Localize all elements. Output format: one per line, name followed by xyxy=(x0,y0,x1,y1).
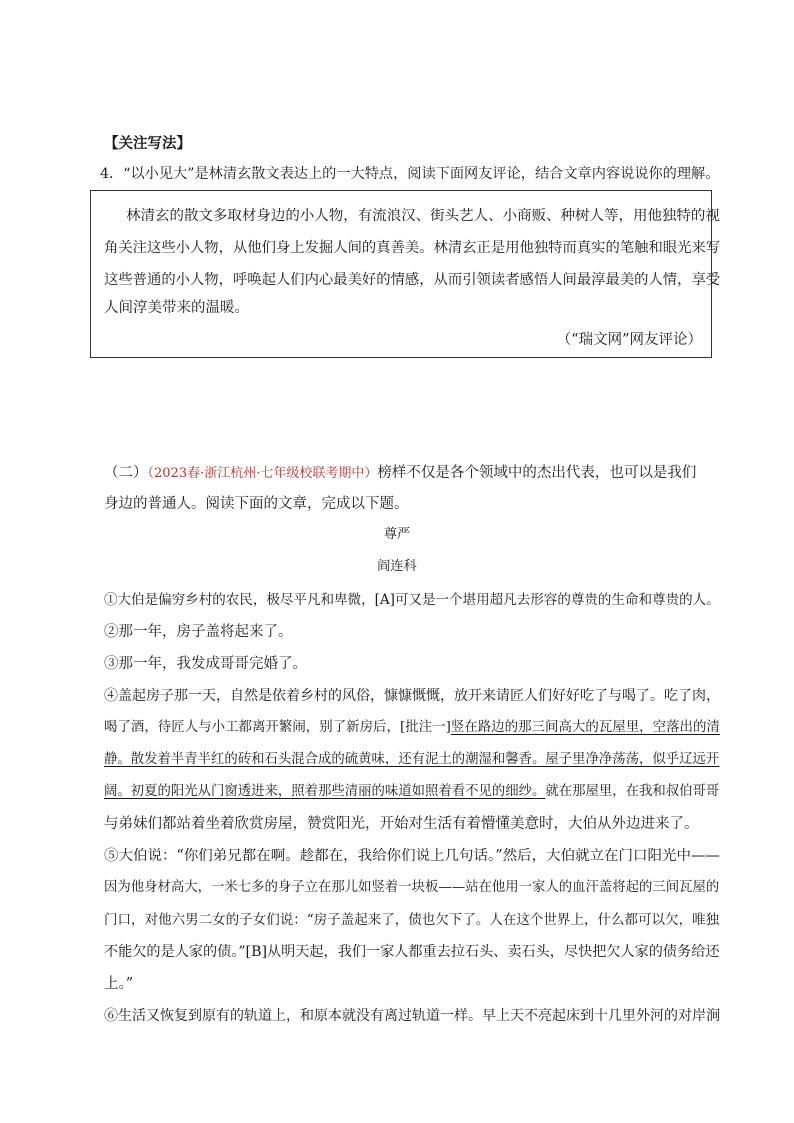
article-author: 阎连科 xyxy=(377,559,417,574)
paragraph-5-line-2: 因为他身材高大，一米七多的身子立在那儿如竖着一块板——站在他用一家人的血汗盖将起的三间瓦屋的 xyxy=(104,880,720,895)
quote-line-1: 林清玄的散文多取材身边的小人物，有流浪汉、街头艺人、小商贩、种树人等，用他独特的视 xyxy=(126,208,720,224)
paragraph-4-line-3: 静。散发着半青半红的砖和石头混合成的硫黄味，还有泥土的潮湿和馨香。屋子里净净荡荡，似乎辽远开 xyxy=(104,752,720,767)
part2-intro-b: 身边的普通人。阅读下面的文章，完成以下题。 xyxy=(104,496,409,512)
paragraph-4-line-2 xyxy=(104,718,720,738)
paragraph-4-line-5: 与弟妹们都站着坐着欣赏房屋，赞赏阳光，开始对生活有着懵懂美意时，大伯从外边进来了。 xyxy=(104,816,699,832)
paragraph-4-line-4-rest: 就在那屋里，在我和叔伯哥哥 xyxy=(545,784,720,799)
paragraph-5-line-3: 门口，对他六男二女的子女们说：“房子盖起来了，债也欠下了。人在这个世界上，什么都可以欠，唯独 xyxy=(104,912,720,928)
question-4: 4．“以小见大”是林清玄散文表达上的一大特点，阅读下面网友评论，结合文章内容说说你的理解。 xyxy=(100,166,720,182)
paragraph-5-line-1: ⑤大伯说：“你们弟兄都在啊。趁都在，我给你们说上几句话。”然后，大伯就立在门口阳光中—— xyxy=(104,848,720,864)
underlined-text: 竖在路边的那三间高大的瓦屋里，空落出的清 xyxy=(450,720,720,735)
paragraph-4-line-4 xyxy=(104,782,719,802)
paragraph-6-line-1: ⑥生活又恢复到原有的轨道上，和原本就没有离过轨道一样。早上天不亮起床到十几里外河的对岸涧 xyxy=(104,1008,720,1024)
part2-intro-a: 榜样不仅是各个领域中的杰出代表，也可以是我们 xyxy=(377,465,697,481)
paragraph-5-line-5: 上。” xyxy=(104,976,134,992)
paragraph-4-line-1: ④盖起房子那一天，自然是依着乡村的风俗，慷慷慨慨，放开来请匠人们好好吃了与喝了。吃了肉， xyxy=(104,688,720,704)
part2-label: （二） xyxy=(104,465,148,481)
paragraph-1: ①大伯是偏穷乡村的农民，极尽平凡和卑微，[A]可又是一个堪用超凡去形容的尊贵的生命和尊贵的人。 xyxy=(104,592,720,608)
quote-line-4: 人间淳美带来的温暖。 xyxy=(104,300,249,316)
paragraph-3: ③那一年，我发成哥哥完婚了。 xyxy=(104,656,307,672)
quote-source: （“瑞文网”网友评论） xyxy=(556,332,702,348)
paragraph-5-line-4: 不能欠的是人家的债。”[B]从明天起，我们一家人都重去拉石头、卖石头，尽快把欠人家的债务给还 xyxy=(104,944,720,960)
quote-line-2: 角关注这些小人物，从他们身上发掘人间的真善美。林清玄正是用他独特而真实的笔触和眼光来写 xyxy=(104,240,721,256)
annotation-marker-1: 喝了酒，待匠人与小工都离开繁闹，别了新房后，[批注一] xyxy=(104,720,451,735)
underlined-text: 阔。初夏的阳光从门窗透进来，照着那些清丽的味道如照着看不见的细纱。 xyxy=(104,784,546,799)
part2-source: （2023春·浙江杭州·七年级校联考期中） xyxy=(147,466,378,481)
article-title: 尊严 xyxy=(383,527,411,542)
quote-line-3: 这些普通的小人物，呼唤起人们内心最美好的情感，从而引领读者感悟人间最淳最美的人情，享受 xyxy=(104,272,721,288)
paragraph-2: ②那一年，房子盖将起来了。 xyxy=(104,624,293,640)
section-heading: 【关注写法】 xyxy=(104,135,191,152)
part2-intro xyxy=(104,463,696,484)
